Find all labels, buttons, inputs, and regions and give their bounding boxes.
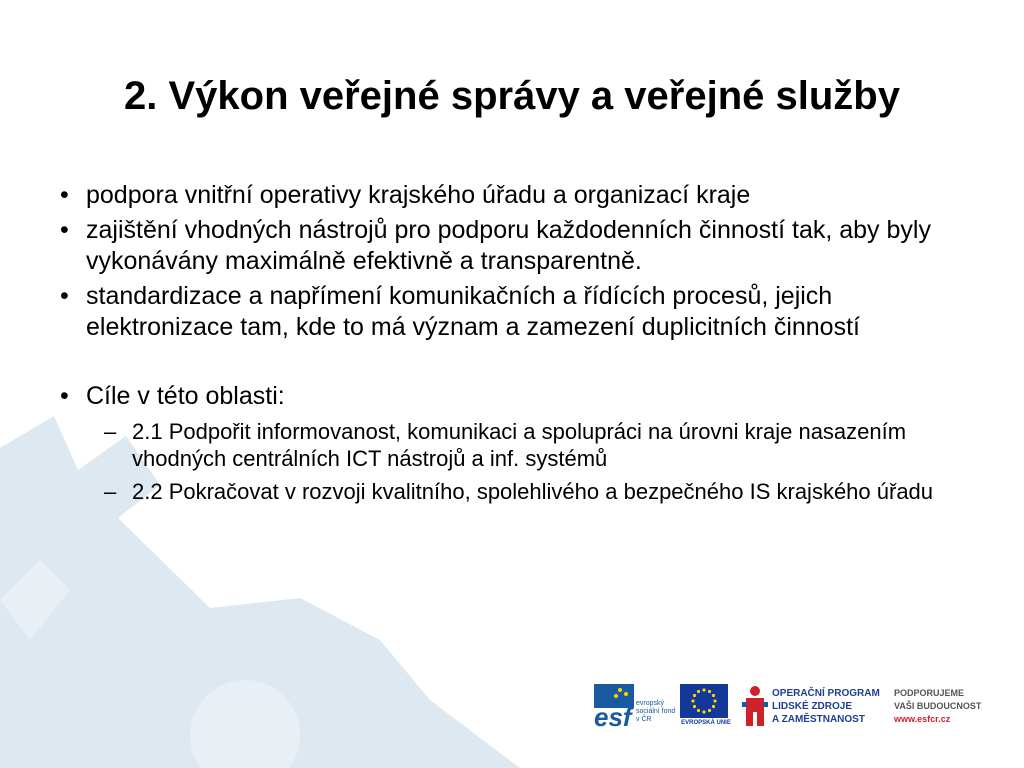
sub-list-item [104,418,980,472]
support-line-1: PODPORUJEME [894,688,965,698]
bullet-text: zajištění vhodných nástrojů pro podporu každodenních činností tak, aby byly vykonávány maximálně efektivně a transparentně. [86,216,931,275]
list-item [60,180,980,211]
bullet-marker: • [60,181,69,209]
bullet-text: standardizace a napřímení komunikačních a řídících procesů, jejich elektronizace tam, kde to má význam a zamezení duplicitních činností [86,282,860,341]
sub-list-item [104,478,980,505]
eu-caption: EVROPSKÁ UNIE [681,720,731,726]
bullet-text: Cíle v této oblasti: [86,382,285,410]
op-lzz-logo [742,684,768,726]
bullet-marker: • [60,382,69,410]
list-item [60,281,980,343]
bullet-marker: • [60,216,69,244]
support-line-2: VAŠI BUDOUCNOST [894,701,982,711]
slide-title: 2. Výkon veřejné správy a veřejné služby [124,74,900,118]
footer-logos [592,682,1002,732]
dash-marker: – [104,479,117,504]
support-link[interactable]: www.esfcr.cz [894,714,951,724]
svg-text:esf: esf [594,702,632,728]
eu-flag-logo [680,684,728,718]
support-text [894,687,1002,726]
op-line-2: LIDSKÉ ZDROJE [772,701,853,712]
sub-bullet-text: 2.1 Podpořit informovanost, komunikaci a spolupráci na úrovni kraje nasazením vhodných centrálních ICT nástrojů a inf. systémů [132,419,907,471]
op-program-text [772,687,884,726]
sub-bullet-list [104,418,980,505]
bullet-list [60,180,980,505]
dash-marker: – [104,419,117,444]
bullet-text: podpora vnitřní operativy krajského úřadu a organizací kraje [86,181,751,209]
slide-content [60,180,980,511]
op-line-3: A ZAMĚSTNANOST [772,714,865,725]
sub-bullet-text: 2.2 Pokračovat v rozvoji kvalitního, spolehlivého a bezpečného IS krajského úřadu [132,479,934,504]
esf-caption: evropský sociální fond v ČR [636,700,676,723]
op-line-1: OPERAČNÍ PROGRAM [772,688,880,699]
list-item [60,215,980,277]
list-item [60,381,980,505]
bullet-marker: • [60,282,69,310]
